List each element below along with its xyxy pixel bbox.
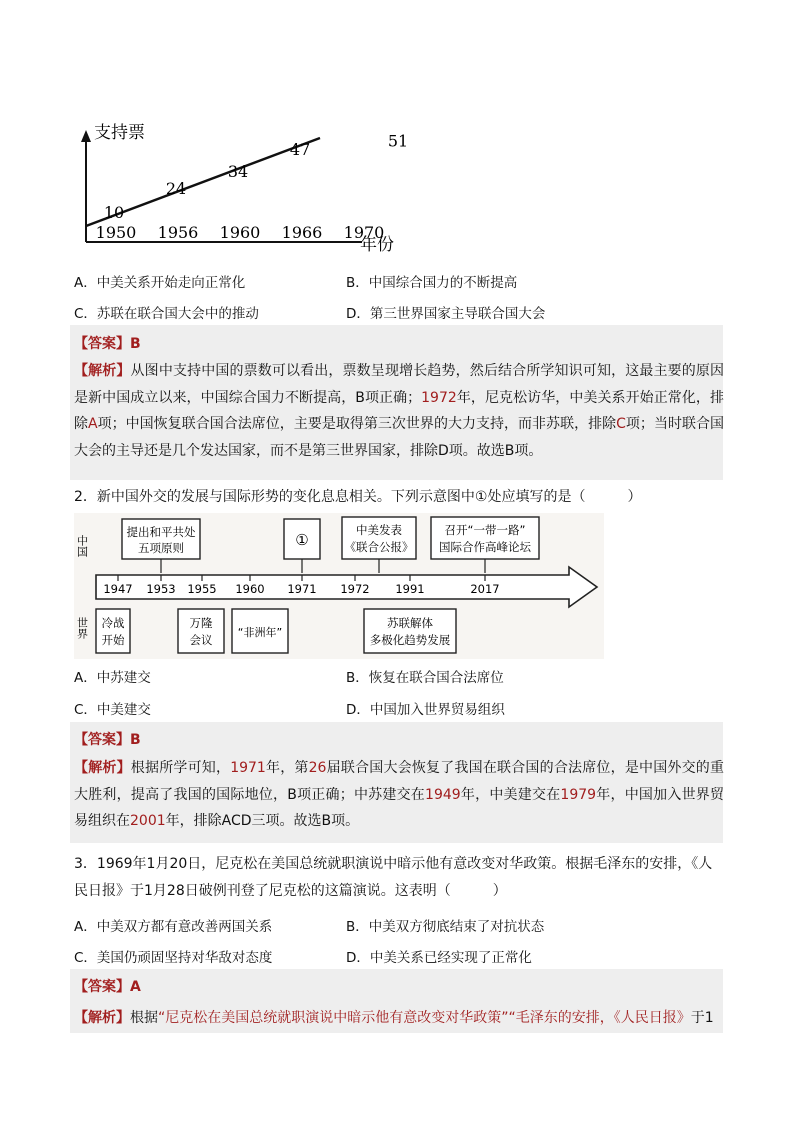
q2-explanation [74, 755, 724, 835]
event-box-cold-war [96, 609, 130, 653]
q1-expl-text: 项；当时联合国大会的主导还是几个发达国家，而不是第三世界国家，排除D项。故选B项。 [74, 416, 725, 459]
q2-option-a[interactable]: A．中苏建交 [74, 670, 151, 686]
svg-text:冷战: 冷战 [101, 616, 125, 630]
q2-expl-tag: 【解析】 [74, 760, 131, 776]
q3-option-b[interactable]: B．中美双方彻底结束了对抗状态 [346, 919, 545, 935]
q2-expl-text: 年，排除ACD三项。故选B项。 [165, 813, 360, 829]
event-box-five-principles [122, 519, 200, 559]
data-value-label: 10 [103, 203, 125, 222]
q2-answer: 【答案】B [74, 732, 141, 748]
x-axis-label: 年份 [360, 235, 394, 255]
q1-expl-text: 项；中国恢复联合国合法席位，主要是取得第三次世界的大力支持，而非苏联，排除 [97, 416, 617, 432]
timeline-year: 1953 [146, 582, 176, 596]
q1-expl-year: 1972 [421, 389, 457, 406]
svg-text:会议: 会议 [189, 633, 213, 647]
svg-text:“非洲年”: “非洲年” [237, 626, 283, 639]
q1-answer: 【答案】B [74, 336, 141, 352]
q2-expl-text: 年，中美建交在 [460, 786, 561, 803]
event-box-ussr-collapse [364, 609, 456, 653]
svg-text:《联合公报》: 《联合公报》 [344, 540, 414, 554]
q2-expl-text: 届联合国大会恢复了我国在联合国的合法席位，是中国外交的重大胜利，提高了我国的国际地位，B项正确；中苏建交在 [74, 760, 725, 803]
q2-expl-text: 根据所学可知， [130, 760, 231, 776]
timeline-year: 2017 [470, 582, 500, 596]
q1-expl-tag: 【解析】 [74, 363, 131, 379]
timeline-year: 1971 [287, 582, 317, 596]
q1-expl-text: 从图中支持中国的票数可以看出，票数呈现增长趋势，然后结合所学知识可知，这最主要的原因是新中国成立以来，中国综合国力不断提高，B项正确； [74, 363, 725, 406]
timeline-year: 1955 [187, 582, 217, 596]
svg-text:五项原则: 五项原则 [138, 541, 184, 555]
q1-option-c[interactable]: C．苏联在联合国大会中的推动 [74, 306, 259, 322]
timeline-year: 1991 [395, 582, 425, 596]
data-value-label: 34 [227, 162, 249, 182]
event-box-joint-communique [342, 517, 416, 559]
q2-expl-text: 年，中国加入世界贸易组织在 [74, 786, 725, 829]
q3-expl-text: 根据 [130, 1010, 158, 1026]
data-value-label: 51 [387, 131, 409, 151]
timeline-row-world: 世界 [75, 617, 89, 639]
q1-option-d[interactable]: D．第三世界国家主导联合国大会 [346, 306, 546, 322]
q3-stem: 3．1969年1月20日，尼克松在美国总统就职演说中暗示他有意改变对华政策。根据毛泽东的安排，《人民日报》于1月28日破例刊登了尼克松的这篇演说。这表明（ ） [74, 856, 713, 899]
q3-answer: 【答案】A [74, 979, 141, 995]
q1-expl-option: A [88, 416, 98, 432]
svg-text:开始: 开始 [101, 633, 125, 647]
svg-text:①: ① [295, 531, 309, 549]
event-box-africa-year [232, 609, 288, 653]
q3-option-d[interactable]: D．中美关系已经实现了正常化 [346, 950, 532, 966]
q3-option-c[interactable]: C．美国仍顽固坚持对华敌对态度 [74, 950, 273, 966]
svg-text:中美发表: 中美发表 [356, 523, 402, 537]
timeline-year: 1960 [235, 582, 265, 596]
timeline-year: 1972 [340, 582, 370, 596]
svg-text:万隆: 万隆 [189, 616, 213, 630]
q2-expl-num: 1949 [425, 786, 461, 803]
x-tick-label: 1966 [281, 223, 323, 242]
x-tick-label: 1970 [343, 223, 385, 242]
q2-expl-num: 26 [308, 760, 327, 776]
event-box-bandung [178, 609, 224, 653]
q1-option-b[interactable]: B．中国综合国力的不断提高 [346, 275, 518, 291]
svg-text:提出和平共处: 提出和平共处 [126, 525, 196, 539]
q3-expl-text: 于1 [690, 1010, 714, 1026]
q2-stem: 2．新中国外交的发展与国际形势的变化息息相关。下列示意图中①处应填写的是（ ） [74, 489, 642, 505]
q1-expl-option: C [616, 416, 626, 432]
q3-expl-quote: “尼克松在美国总统就职演说中暗示他有意改变对华政策”“毛泽东的安排，《人民日报》 [158, 1010, 691, 1026]
q3-expl-tag: 【解析】 [74, 1010, 130, 1026]
q3-explanation [74, 1005, 724, 1032]
svg-text:国际合作高峰论坛: 国际合作高峰论坛 [439, 540, 531, 554]
timeline-year: 1947 [103, 582, 133, 596]
event-box-blank-1 [284, 519, 320, 559]
svg-text:苏联解体: 苏联解体 [387, 616, 433, 630]
data-value-label: 24 [165, 179, 187, 199]
q2-option-d[interactable]: D．中国加入世界贸易组织 [346, 702, 505, 718]
x-tick-label: 1960 [219, 223, 261, 242]
q1-option-a[interactable]: A．中美关系开始走向正常化 [74, 275, 246, 291]
diplomacy-timeline [74, 513, 604, 659]
q2-option-b[interactable]: B．恢复在联合国合法席位 [346, 670, 504, 686]
event-box-belt-road-forum [431, 517, 539, 559]
q1-expl-text: 年，尼克松访华，中美关系开始正常化，排除 [74, 389, 724, 432]
support-vote-chart [70, 120, 410, 260]
q1-explanation [74, 358, 724, 464]
q3-option-a[interactable]: A．中美双方都有意改善两国关系 [74, 919, 273, 935]
y-axis-arrow [81, 130, 91, 142]
q2-expl-num: 2001 [130, 813, 166, 829]
q2-expl-num: 1971 [230, 760, 266, 776]
q2-expl-num: 1979 [560, 786, 597, 803]
x-tick-label: 1950 [95, 223, 137, 242]
y-axis-label: 支持票 [94, 123, 145, 143]
q2-option-c[interactable]: C．中美建交 [74, 702, 151, 718]
x-tick-label: 1956 [157, 223, 199, 242]
data-value-label: 47 [289, 140, 311, 160]
svg-text:多极化趋势发展: 多极化趋势发展 [369, 633, 451, 647]
svg-text:召开“一带一路”: 召开“一带一路” [444, 523, 526, 537]
timeline-row-china: 中国 [75, 535, 89, 557]
q2-expl-text: 年，第 [265, 760, 309, 776]
